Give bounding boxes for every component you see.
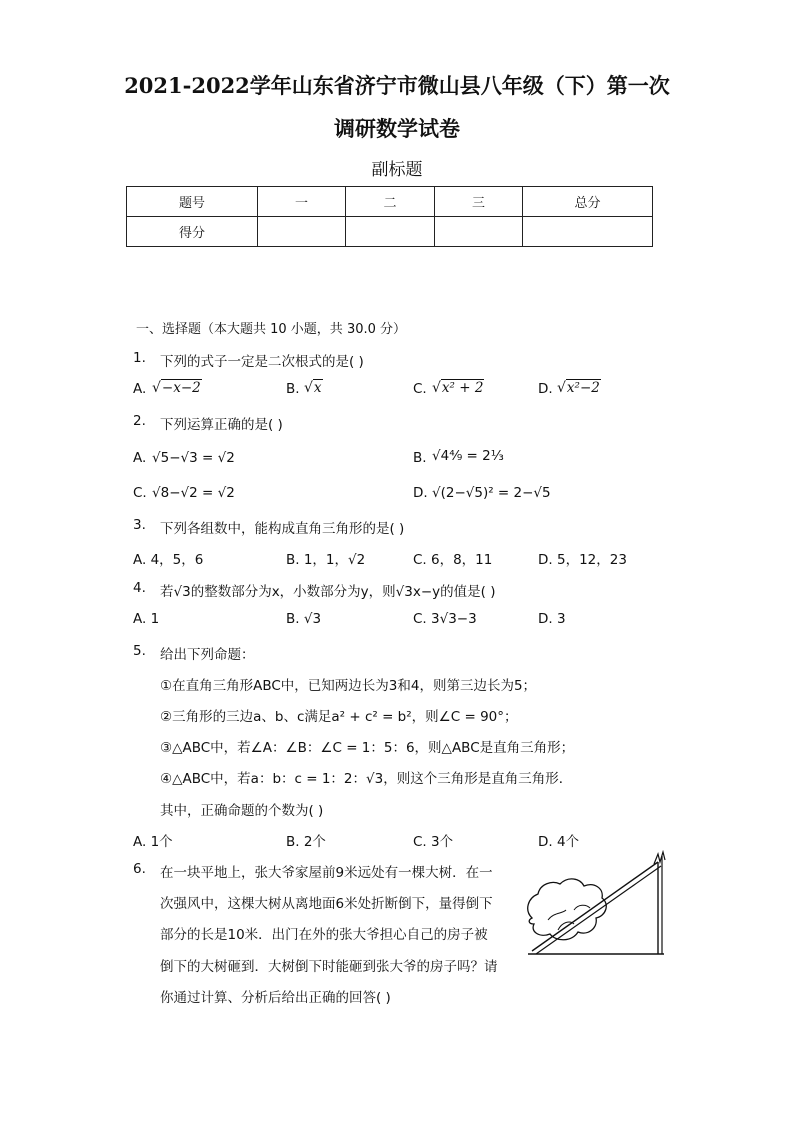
- fallen-trunk-edge: [536, 866, 661, 954]
- table-cell: 三: [435, 187, 523, 217]
- score-input-cell[interactable]: [523, 217, 653, 247]
- question-line: 部分的长是10米．出门在外的张大爷担心自己的房子被: [160, 927, 488, 943]
- table-cell: 题号: [127, 187, 258, 217]
- question-number: 3.: [133, 517, 146, 533]
- choice-b: B. 2个: [286, 834, 326, 850]
- table-cell: 总分: [523, 187, 653, 217]
- choice-label: A.: [133, 381, 147, 397]
- choice-a: A. 1个: [133, 834, 173, 850]
- fallen-trunk: [532, 862, 658, 951]
- question-stem: 下列的式子一定是二次根式的是( ): [160, 354, 364, 370]
- choice-expression: √5−√3 = √2: [152, 450, 235, 466]
- score-table: [126, 186, 653, 247]
- choice-expression: √8−√2 = √2: [152, 485, 235, 501]
- choice-expression: √x²−2: [557, 380, 600, 396]
- choice-b: B. 1，1，√2: [286, 552, 366, 568]
- table-cell: 一: [258, 187, 346, 217]
- score-input-cell[interactable]: [435, 217, 523, 247]
- score-input-cell[interactable]: [258, 217, 346, 247]
- question-ask: 其中，正确命题的个数为( ): [160, 803, 324, 819]
- subtitle: 副标题: [371, 160, 423, 180]
- choice-a: A. 1: [133, 611, 160, 627]
- radicand: −x−2: [161, 380, 201, 396]
- statement-3: ③△ABC中，若∠A：∠B：∠C = 1：5：6，则△ABC是直角三角形；: [160, 740, 575, 756]
- title-line-1: 2021-2022学年山东省济宁市微山县八年级（下）第一次: [124, 73, 670, 98]
- choice-label: B.: [286, 381, 300, 397]
- choice-b: B. √3: [286, 611, 322, 627]
- choice-expression: √x² + 2: [432, 380, 484, 396]
- choice-label: C.: [413, 381, 427, 397]
- radicand: x: [313, 380, 322, 396]
- question-line: 次强风中，这棵大树从离地面6米处折断倒下，量得倒下: [160, 896, 493, 912]
- question-line: 倒下的大树砸到．大树倒下时能砸到张大爷的房子吗？请: [160, 959, 498, 975]
- score-table-header-row: [127, 187, 653, 217]
- canopy-detail: [548, 905, 590, 930]
- question-line: 你通过计算、分析后给出正确的回答( ): [160, 990, 391, 1006]
- score-table-score-row: [127, 217, 653, 247]
- question-stem: 给出下列命题：: [160, 647, 255, 663]
- question-stem: 若√3的整数部分为x，小数部分为y，则√3x−y的值是( ): [160, 584, 496, 600]
- choice-expression: √−x−2: [152, 380, 201, 396]
- radicand: x² + 2: [441, 380, 484, 396]
- statement-1: ①在直角三角形ABC中，已知两边长为3和4，则第三边长为5；: [160, 678, 537, 694]
- question-number: 1.: [133, 350, 146, 366]
- question-number: 6.: [133, 861, 146, 877]
- choice-label: B.: [413, 450, 427, 466]
- break-point: [654, 852, 665, 864]
- choice-d: D. 5，12，23: [538, 552, 627, 568]
- question-stem: 下列各组数中，能构成直角三角形的是( ): [160, 521, 405, 537]
- choice-c: C. 6，8，11: [413, 552, 493, 568]
- score-input-cell[interactable]: [346, 217, 435, 247]
- question-number: 4.: [133, 580, 146, 596]
- table-cell: 得分: [127, 217, 258, 247]
- radicand: x²−2: [566, 380, 600, 396]
- choice-d: D. 4个: [538, 834, 580, 850]
- choice-c: C. 3个: [413, 834, 454, 850]
- question-number: 5.: [133, 643, 146, 659]
- choice-label: D.: [538, 381, 553, 397]
- choice-expression: √4⁴⁄₉ = 2⅓: [432, 448, 504, 464]
- table-cell: 二: [346, 187, 435, 217]
- question-line: 在一块平地上，张大爷家屋前9米远处有一棵大树．在一: [160, 865, 493, 881]
- tree-canopy: [528, 879, 607, 940]
- choice-label: C.: [133, 485, 147, 501]
- choice-a: A. 4，5，6: [133, 552, 204, 568]
- choice-expression: √(2−√5)² = 2−√5: [432, 485, 551, 501]
- choice-d: D. 3: [538, 611, 566, 627]
- choice-c: C. 3√3−3: [413, 611, 477, 627]
- question-number: 2.: [133, 413, 146, 429]
- choice-label: D.: [413, 485, 428, 501]
- choice-label: A.: [133, 450, 147, 466]
- question-stem: 下列运算正确的是( ): [160, 417, 283, 433]
- title-line-2: 调研数学试卷: [334, 116, 460, 141]
- statement-4: ④△ABC中，若a：b：c = 1：2：√3，则这个三角形是直角三角形．: [160, 771, 573, 787]
- broken-tree-figure: [518, 850, 668, 960]
- choice-expression: √x: [304, 380, 322, 396]
- statement-2: ②三角形的三边a、b、c满足a² + c² = b²，则∠C = 90°；: [160, 709, 518, 725]
- section-heading: 一、选择题（本大题共 10 小题，共 30.0 分）: [136, 322, 407, 337]
